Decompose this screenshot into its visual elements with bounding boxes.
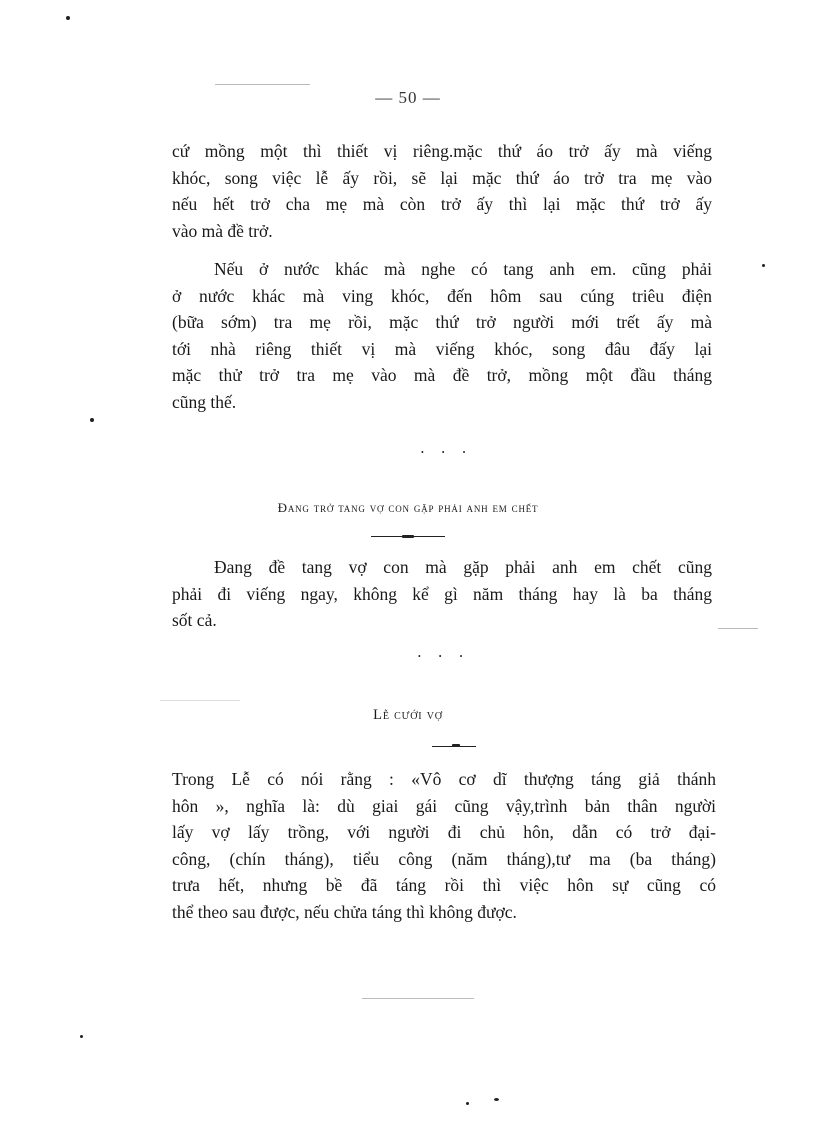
paragraph-line: hôn », nghĩa là: dù giai gái cũng vậy,trình bản thân người: [172, 795, 716, 816]
scan-smudge: [160, 700, 240, 701]
paragraph-line: mặc thử trở tra mẹ vào mà đề trở, mồng một đầu tháng: [172, 365, 712, 385]
section-heading-2: Lễ cưới vợ: [373, 707, 443, 723]
section-heading-1: Đang trở tang vợ con gặp phải anh em chết: [277, 500, 539, 515]
heading-rule-ornament-2: [452, 744, 460, 747]
paragraph-line: vào mà đề trở.: [172, 220, 273, 241]
paragraph-3: [172, 554, 712, 634]
scan-smudge: [215, 84, 310, 85]
paragraph-line: trưa hết, nhưng bề đã táng rồi thì việc hôn sự cũng có: [172, 875, 716, 895]
scan-speck: [762, 264, 765, 267]
scan-speck: [494, 1098, 499, 1101]
paragraph-line: khóc, song việc lễ ấy rồi, sẽ lại mặc thứ áo trở tra mẹ vào: [172, 167, 712, 188]
paragraph-line: tới nhà riêng thiết vị mà viếng khóc, song đâu đấy lại: [172, 338, 712, 359]
paragraph-2: [172, 256, 712, 415]
section-ornament: •••: [421, 448, 484, 457]
scan-smudge: [718, 628, 758, 629]
paragraph-line: nếu hết trở cha mẹ mà còn trở ấy thì lại mặc thứ trở ấy: [172, 194, 712, 214]
paragraph-line: lấy vợ lấy trồng, với người đi chủ hôn, dẫn có trở đại-: [172, 822, 716, 842]
paragraph-line: Đang đề tang vợ con mà gặp phải anh em chết cũng: [214, 557, 712, 577]
paragraph-line: cứ mồng một thì thiết vị riêng.mặc thứ áo trở ấy mà viếng: [172, 141, 712, 161]
paragraph-line: phải đi viếng ngay, không kể gì năm tháng hay là ba tháng: [172, 583, 712, 604]
paragraph-line: cũng thế.: [172, 391, 237, 412]
paragraph-line: thể theo sau được, nếu chửa táng thì không được.: [172, 901, 517, 922]
scan-smudge: [362, 998, 474, 999]
paragraph-line: công, (chín tháng), tiểu công (năm tháng),tư ma (ba tháng): [172, 848, 716, 869]
scan-speck: [466, 1102, 469, 1105]
scan-speck: [80, 1035, 83, 1038]
paragraph-4: [172, 766, 716, 925]
paragraph-line: ở nước khác mà ving khóc, đến hôm sau cúng triêu điện: [172, 285, 712, 306]
paragraph-line: Nếu ở nước khác mà nghe có tang anh em. cũng phải: [214, 259, 712, 279]
page-number: — 50 —: [375, 88, 441, 107]
heading-rule-ornament-1: [402, 535, 414, 538]
paragraph-line: Trong Lễ có nói rằng : «Vô cơ dĩ thượng táng giả thánh: [172, 769, 716, 789]
scan-speck: [66, 16, 70, 20]
paragraph-1: [172, 138, 712, 244]
paragraph-line: sốt cả.: [172, 610, 217, 630]
section-ornament: •••: [418, 652, 481, 661]
paragraph-line: (bữa sớm) tra mẹ rồi, mặc thứ trở người mới trết ấy mà: [172, 312, 712, 332]
scan-speck: [90, 418, 94, 422]
